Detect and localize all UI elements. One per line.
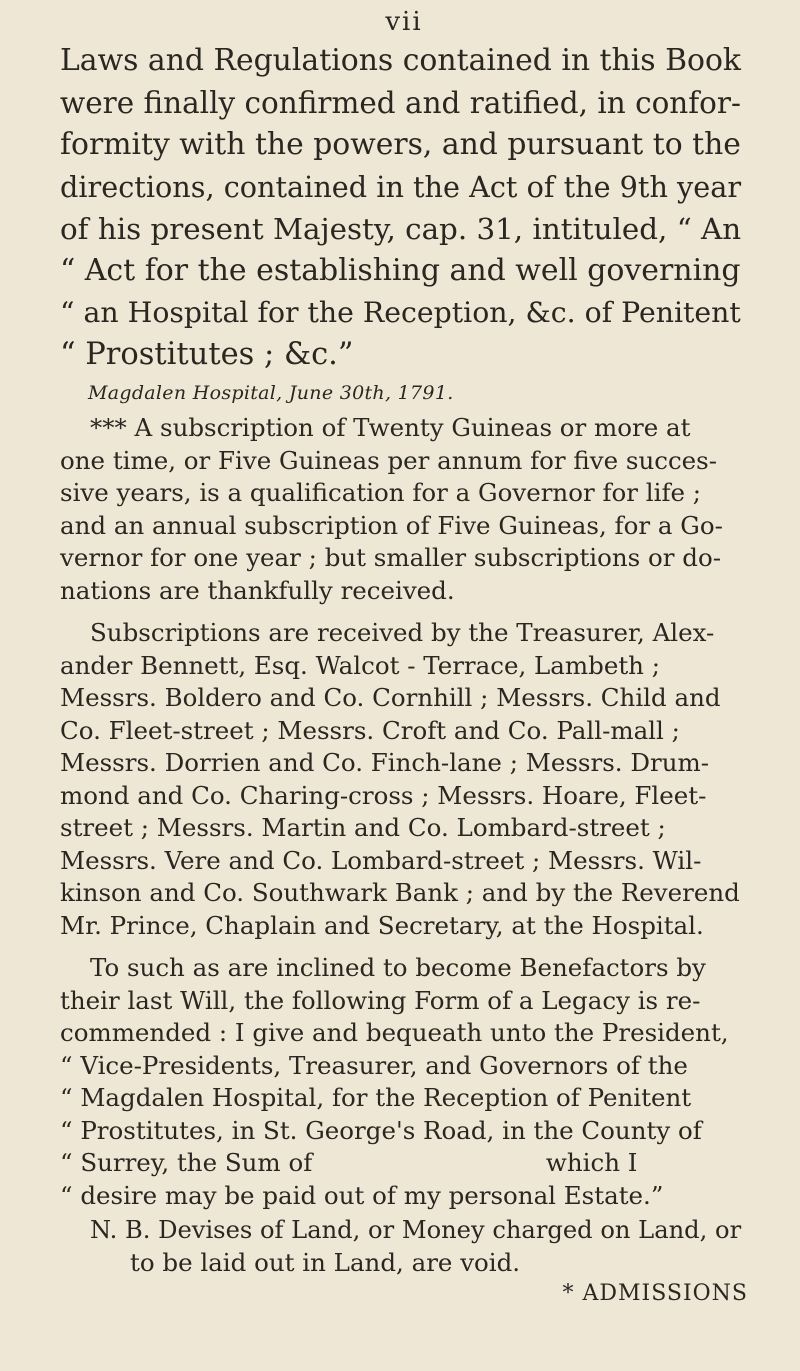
text-line: directions, contained in the Act of the 9th year xyxy=(60,170,742,204)
text-line: were finally confirmed and ratified, in confor- xyxy=(60,86,741,120)
legacy-form xyxy=(60,952,748,1212)
text-line: Messrs. Boldero and Co. Cornhill ; Messrs. Child and xyxy=(60,683,721,712)
text-line: “ an Hospital for the Reception, &c. of Penitent xyxy=(60,296,741,329)
text-line: vernor for one year ; but smaller subscriptions or do- xyxy=(60,543,721,572)
text-line: “ Surrey, the Sum of which I xyxy=(60,1148,638,1177)
text-line: Subscriptions are received by the Treasurer, Alex- xyxy=(90,618,715,647)
text-line: sive years, is a qualification for a Governor for life ; xyxy=(60,478,702,507)
text-line: “ Prostitutes, in St. George's Road, in the County of xyxy=(60,1115,702,1145)
page-number: vii xyxy=(385,7,423,37)
receivers-list xyxy=(60,617,748,942)
text-line: “ Prostitutes ; &c.” xyxy=(60,337,354,372)
text-line: their last Will, the following Form of a Legacy is re- xyxy=(60,985,701,1015)
text-line: one time, or Five Guineas per annum for five succes- xyxy=(60,445,718,475)
text-line: “ Vice-Presidents, Treasurer, and Governors of the xyxy=(60,1050,688,1080)
text-line: “ Act for the establishing and well governing xyxy=(60,253,741,288)
text-line: street ; Messrs. Martin and Co. Lombard-street ; xyxy=(60,813,666,842)
text-line: nations are thankfully received. xyxy=(60,575,455,605)
act-paragraph xyxy=(60,40,748,376)
text-line: commended : I give and bequeath unto the President, xyxy=(60,1018,729,1047)
text-line: formity with the powers, and pursuant to the xyxy=(60,127,741,162)
text-line: N. B. Devises of Land, or Money charged on Land, or xyxy=(90,1216,742,1244)
text-line: and an annual subscription of Five Guineas, for a Go- xyxy=(60,510,723,540)
text-line: ander Bennett, Esq. Walcot - Terrace, Lambeth ; xyxy=(60,650,660,680)
text-line: of his present Majesty, cap. 31, intituled, “ An xyxy=(60,212,742,246)
nota-bene xyxy=(60,1214,748,1279)
catchword: * ADMISSIONS xyxy=(562,1281,748,1306)
text-line: to be laid out in Land, are void. xyxy=(130,1247,521,1277)
text-line: kinson and Co. Southwark Bank ; and by the Reverend xyxy=(60,878,740,907)
text-line: To such as are inclined to become Benefactors by xyxy=(90,953,706,982)
dateline: Magdalen Hospital, June 30th, 1791. xyxy=(88,382,454,404)
text-line: Mr. Prince, Chaplain and Secretary, at the Hospital. xyxy=(60,910,704,940)
text-line: Co. Fleet-street ; Messrs. Croft and Co. Pall-mall ; xyxy=(60,715,680,745)
text-line: Laws and Regulations contained in this Book xyxy=(60,43,741,78)
text-line: “ desire may be paid out of my personal Estate.” xyxy=(60,1180,664,1210)
text-line: mond and Co. Charing-cross ; Messrs. Hoare, Fleet- xyxy=(60,780,707,810)
text-line: Messrs. Dorrien and Co. Finch-lane ; Messrs. Drum- xyxy=(60,748,709,777)
text-line: Messrs. Vere and Co. Lombard-street ; Messrs. Wil- xyxy=(60,845,702,875)
subscription-note xyxy=(60,412,748,607)
text-line: “ Magdalen Hospital, for the Reception of Penitent xyxy=(60,1083,692,1112)
text-line: *** A subscription of Twenty Guineas or more at xyxy=(90,413,691,442)
